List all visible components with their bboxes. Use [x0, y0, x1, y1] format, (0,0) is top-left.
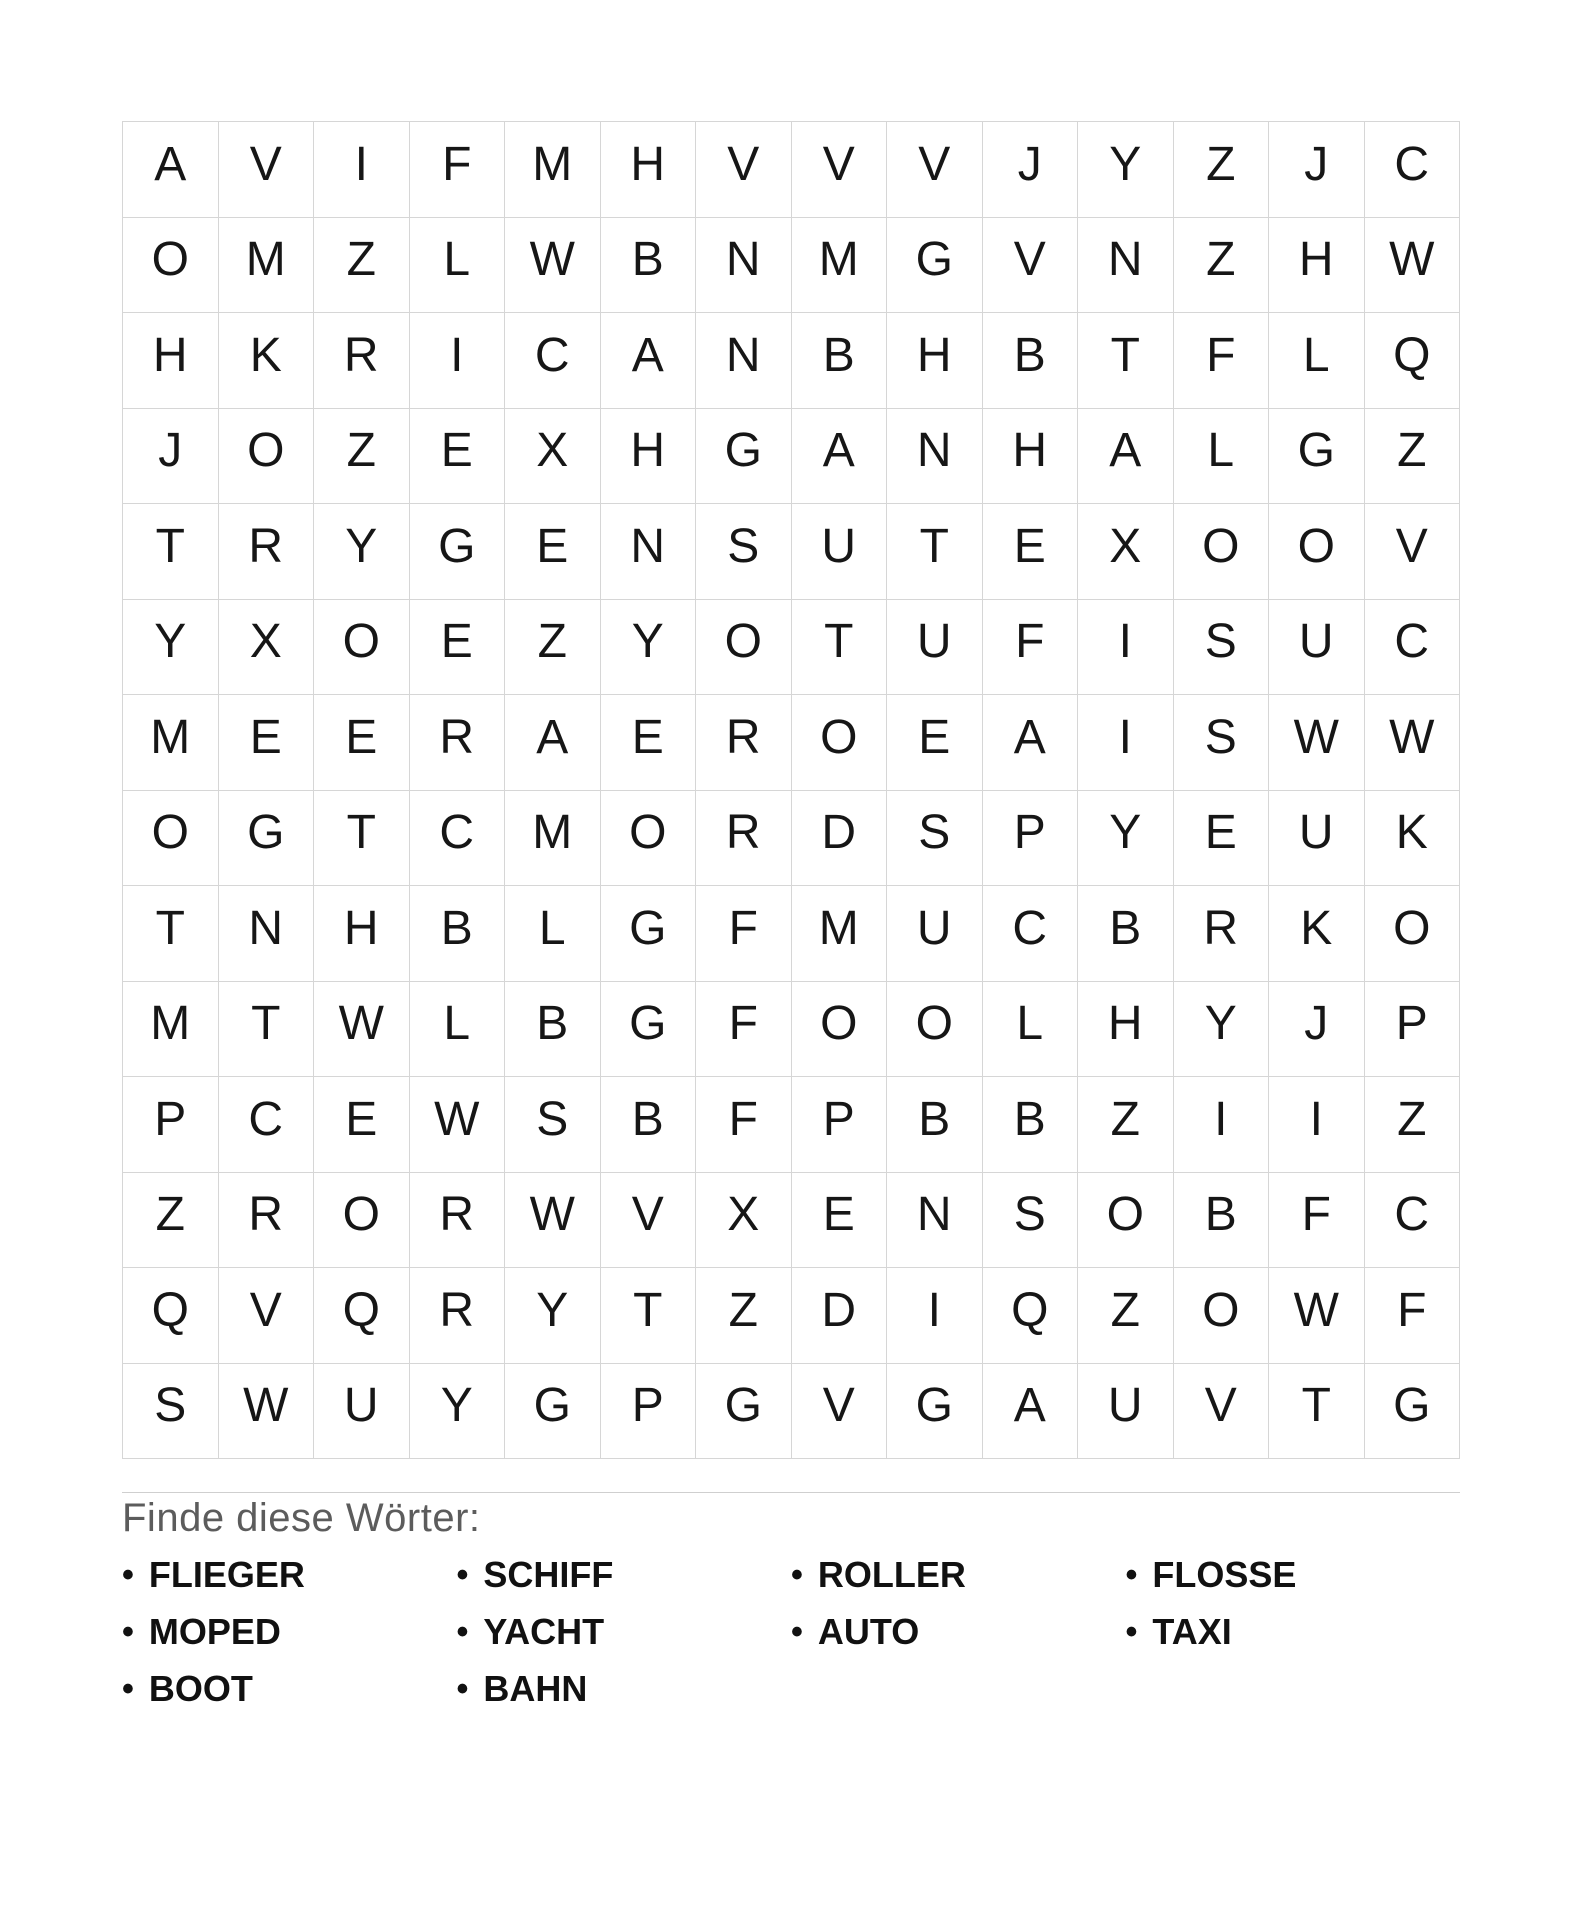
- word-label: BAHN: [483, 1667, 588, 1709]
- grid-cell[interactable]: U: [887, 600, 983, 696]
- grid-cell[interactable]: G: [601, 886, 697, 982]
- grid-cell[interactable]: Y: [601, 600, 697, 696]
- grid-cell[interactable]: I: [314, 122, 410, 218]
- grid-cell[interactable]: Q: [983, 1268, 1079, 1364]
- grid-cell[interactable]: G: [601, 982, 697, 1078]
- grid-cell[interactable]: H: [601, 122, 697, 218]
- grid-cell[interactable]: U: [1269, 791, 1365, 887]
- grid-cell[interactable]: T: [219, 982, 315, 1078]
- grid-cell[interactable]: B: [1174, 1173, 1270, 1269]
- grid-cell[interactable]: A: [601, 313, 697, 409]
- grid-cell[interactable]: Z: [1174, 218, 1270, 314]
- grid-cell[interactable]: E: [314, 1077, 410, 1173]
- grid-cell[interactable]: E: [983, 504, 1079, 600]
- word-label: FLOSSE: [1152, 1553, 1297, 1595]
- grid-cell[interactable]: V: [792, 1364, 888, 1460]
- grid-cell[interactable]: A: [983, 1364, 1079, 1460]
- grid-cell[interactable]: W: [1269, 695, 1365, 791]
- grid-cell[interactable]: J: [1269, 982, 1365, 1078]
- word-list-item: [122, 1546, 457, 1603]
- grid-cell[interactable]: E: [410, 409, 506, 505]
- grid-cell[interactable]: A: [983, 695, 1079, 791]
- word-label: FLIEGER: [148, 1553, 305, 1595]
- grid-cell[interactable]: C: [1365, 122, 1461, 218]
- grid-cell[interactable]: K: [1365, 791, 1461, 887]
- grid-cell[interactable]: L: [410, 218, 506, 314]
- bullet-icon: •: [791, 1612, 803, 1651]
- grid-cell[interactable]: T: [887, 504, 983, 600]
- grid-cell[interactable]: S: [887, 791, 983, 887]
- grid-cell[interactable]: Z: [1078, 1077, 1174, 1173]
- grid-cell[interactable]: H: [887, 313, 983, 409]
- grid-cell[interactable]: J: [1269, 122, 1365, 218]
- grid-cell[interactable]: R: [410, 1173, 506, 1269]
- grid-cell[interactable]: M: [792, 218, 888, 314]
- word-label: TAXI: [1152, 1610, 1232, 1652]
- grid-cell[interactable]: O: [792, 695, 888, 791]
- grid-cell[interactable]: T: [123, 886, 219, 982]
- grid-cell[interactable]: V: [1174, 1364, 1270, 1460]
- grid-cell[interactable]: U: [887, 886, 983, 982]
- grid-cell[interactable]: P: [792, 1077, 888, 1173]
- grid-cell[interactable]: S: [505, 1077, 601, 1173]
- grid-cell[interactable]: Q: [314, 1268, 410, 1364]
- grid-cell[interactable]: M: [792, 886, 888, 982]
- grid-cell[interactable]: E: [887, 695, 983, 791]
- grid-cell[interactable]: O: [123, 218, 219, 314]
- grid-cell[interactable]: L: [1269, 313, 1365, 409]
- grid-cell[interactable]: G: [505, 1364, 601, 1460]
- grid-cell[interactable]: Z: [1365, 409, 1461, 505]
- grid-cell[interactable]: I: [1078, 695, 1174, 791]
- word-label: BOOT: [148, 1667, 253, 1709]
- bullet-icon: •: [1125, 1555, 1138, 1594]
- grid-cell[interactable]: S: [696, 504, 792, 600]
- grid-cell[interactable]: E: [219, 695, 315, 791]
- grid-cell[interactable]: N: [601, 504, 697, 600]
- grid-cell[interactable]: B: [410, 886, 506, 982]
- grid-cell[interactable]: Y: [1078, 791, 1174, 887]
- grid-cell[interactable]: F: [696, 886, 792, 982]
- grid-cell[interactable]: C: [410, 791, 506, 887]
- grid-cell[interactable]: V: [792, 122, 888, 218]
- grid-cell[interactable]: V: [601, 1173, 697, 1269]
- grid-cell[interactable]: H: [601, 409, 697, 505]
- grid-cell[interactable]: H: [123, 313, 219, 409]
- grid-cell[interactable]: E: [1174, 791, 1270, 887]
- grid-cell[interactable]: T: [792, 600, 888, 696]
- grid-cell[interactable]: T: [123, 504, 219, 600]
- grid-cell[interactable]: U: [314, 1364, 410, 1460]
- grid-cell[interactable]: V: [696, 122, 792, 218]
- grid-cell[interactable]: N: [219, 886, 315, 982]
- grid-cell[interactable]: X: [696, 1173, 792, 1269]
- grid-cell[interactable]: S: [123, 1364, 219, 1460]
- grid-cell[interactable]: Y: [410, 1364, 506, 1460]
- bullet-icon: •: [456, 1669, 469, 1708]
- word-list-item: [122, 1660, 457, 1717]
- word-list-column: [791, 1546, 1126, 1660]
- grid-cell[interactable]: N: [696, 313, 792, 409]
- word-list-item: [457, 1603, 792, 1660]
- grid-cell[interactable]: F: [1174, 313, 1270, 409]
- grid-cell[interactable]: O: [1269, 504, 1365, 600]
- word-list-item: [457, 1546, 792, 1603]
- grid-cell[interactable]: Z: [123, 1173, 219, 1269]
- grid-cell[interactable]: D: [792, 791, 888, 887]
- grid-cell[interactable]: Y: [123, 600, 219, 696]
- grid-cell[interactable]: R: [696, 791, 792, 887]
- grid-cell[interactable]: C: [1365, 600, 1461, 696]
- grid-cell[interactable]: V: [1365, 504, 1461, 600]
- grid-cell[interactable]: H: [1078, 982, 1174, 1078]
- grid-cell[interactable]: R: [1174, 886, 1270, 982]
- grid-cell[interactable]: M: [123, 982, 219, 1078]
- grid-cell[interactable]: O: [1365, 886, 1461, 982]
- grid-cell[interactable]: V: [219, 122, 315, 218]
- grid-cell[interactable]: B: [983, 313, 1079, 409]
- grid-cell[interactable]: W: [410, 1077, 506, 1173]
- grid-cell[interactable]: Y: [1174, 982, 1270, 1078]
- grid-cell[interactable]: N: [887, 1173, 983, 1269]
- grid-cell[interactable]: V: [887, 122, 983, 218]
- grid-cell[interactable]: O: [314, 600, 410, 696]
- bullet-icon: •: [1125, 1612, 1138, 1651]
- bullet-icon: •: [456, 1612, 469, 1651]
- grid-cell[interactable]: O: [696, 600, 792, 696]
- grid-cell[interactable]: C: [219, 1077, 315, 1173]
- grid-cell[interactable]: W: [314, 982, 410, 1078]
- grid-cell[interactable]: G: [1269, 409, 1365, 505]
- grid-cell[interactable]: G: [696, 1364, 792, 1460]
- grid-cell[interactable]: O: [792, 982, 888, 1078]
- grid-cell[interactable]: I: [1174, 1077, 1270, 1173]
- word-label: ROLLER: [817, 1553, 966, 1595]
- grid-cell[interactable]: F: [1365, 1268, 1461, 1364]
- grid-cell[interactable]: U: [792, 504, 888, 600]
- grid-cell[interactable]: H: [314, 886, 410, 982]
- wordsearch-grid: [122, 121, 1460, 1459]
- bullet-icon: •: [456, 1555, 469, 1594]
- grid-cell[interactable]: A: [505, 695, 601, 791]
- grid-cell[interactable]: N: [1078, 218, 1174, 314]
- grid-cell[interactable]: M: [505, 791, 601, 887]
- word-list-item: [457, 1660, 792, 1717]
- word-list-item: [791, 1603, 1126, 1660]
- grid-cell[interactable]: B: [1078, 886, 1174, 982]
- grid-cell[interactable]: V: [219, 1268, 315, 1364]
- grid-cell[interactable]: B: [601, 218, 697, 314]
- grid-cell[interactable]: F: [983, 600, 1079, 696]
- grid-cell[interactable]: I: [1078, 600, 1174, 696]
- grid-cell[interactable]: X: [219, 600, 315, 696]
- grid-cell[interactable]: R: [219, 504, 315, 600]
- grid-cell[interactable]: F: [1269, 1173, 1365, 1269]
- grid-cell[interactable]: R: [410, 695, 506, 791]
- grid-cell[interactable]: Y: [1078, 122, 1174, 218]
- grid-cell[interactable]: T: [1269, 1364, 1365, 1460]
- bullet-icon: •: [791, 1555, 803, 1594]
- grid-cell[interactable]: O: [601, 791, 697, 887]
- grid-cell[interactable]: L: [505, 886, 601, 982]
- grid-cell[interactable]: A: [792, 409, 888, 505]
- grid-cell[interactable]: Y: [314, 504, 410, 600]
- grid-cell[interactable]: S: [1174, 600, 1270, 696]
- grid-cell[interactable]: M: [505, 122, 601, 218]
- grid-cell[interactable]: W: [505, 1173, 601, 1269]
- grid-cell[interactable]: A: [1078, 409, 1174, 505]
- grid-cell[interactable]: K: [1269, 886, 1365, 982]
- grid-cell[interactable]: N: [696, 218, 792, 314]
- grid-cell[interactable]: B: [601, 1077, 697, 1173]
- grid-cell[interactable]: H: [983, 409, 1079, 505]
- word-label: SCHIFF: [483, 1553, 614, 1595]
- word-list-column: [122, 1546, 457, 1717]
- grid-cell[interactable]: B: [983, 1077, 1079, 1173]
- grid-cell[interactable]: R: [696, 695, 792, 791]
- grid-cell[interactable]: L: [1174, 409, 1270, 505]
- grid-cell[interactable]: G: [410, 504, 506, 600]
- word-list-item: [1126, 1603, 1461, 1660]
- grid-cell[interactable]: S: [983, 1173, 1079, 1269]
- grid-cell[interactable]: N: [887, 409, 983, 505]
- word-list-column: [1126, 1546, 1461, 1660]
- grid-cell[interactable]: W: [1269, 1268, 1365, 1364]
- grid-cell[interactable]: R: [314, 313, 410, 409]
- grid-cell[interactable]: B: [505, 982, 601, 1078]
- word-list-column: [457, 1546, 792, 1717]
- grid-cell[interactable]: G: [887, 218, 983, 314]
- grid-cell[interactable]: E: [314, 695, 410, 791]
- word-list: [122, 1546, 1460, 1717]
- grid-cell[interactable]: M: [123, 695, 219, 791]
- grid-cell[interactable]: I: [1269, 1077, 1365, 1173]
- grid-cell[interactable]: W: [219, 1364, 315, 1460]
- word-label: YACHT: [483, 1610, 605, 1652]
- grid-cell[interactable]: G: [887, 1364, 983, 1460]
- bullet-icon: •: [122, 1555, 134, 1594]
- grid-cell[interactable]: Q: [1365, 313, 1461, 409]
- grid-cell[interactable]: A: [123, 122, 219, 218]
- grid-cell[interactable]: L: [410, 982, 506, 1078]
- word-list-item: [1126, 1546, 1461, 1603]
- grid-cell[interactable]: Z: [314, 409, 410, 505]
- divider: [122, 1492, 1460, 1493]
- grid-cell[interactable]: G: [219, 791, 315, 887]
- grid-cell[interactable]: H: [1269, 218, 1365, 314]
- grid-cell[interactable]: I: [887, 1268, 983, 1364]
- grid-cell[interactable]: K: [219, 313, 315, 409]
- grid-cell[interactable]: P: [1365, 982, 1461, 1078]
- grid-cell[interactable]: F: [696, 982, 792, 1078]
- grid-cell[interactable]: O: [1174, 504, 1270, 600]
- grid-cell[interactable]: F: [410, 122, 506, 218]
- bullet-icon: •: [122, 1612, 134, 1651]
- grid-cell[interactable]: P: [601, 1364, 697, 1460]
- grid-cell[interactable]: U: [1078, 1364, 1174, 1460]
- grid-cell[interactable]: O: [314, 1173, 410, 1269]
- grid-cell[interactable]: O: [1078, 1173, 1174, 1269]
- grid-cell[interactable]: R: [219, 1173, 315, 1269]
- word-list-item: [122, 1603, 457, 1660]
- grid-cell[interactable]: G: [696, 409, 792, 505]
- grid-cell[interactable]: E: [410, 600, 506, 696]
- grid-cell[interactable]: T: [601, 1268, 697, 1364]
- grid-cell[interactable]: O: [1174, 1268, 1270, 1364]
- grid-cell[interactable]: C: [1365, 1173, 1461, 1269]
- grid-cell[interactable]: Z: [314, 218, 410, 314]
- grid-cell[interactable]: O: [123, 791, 219, 887]
- word-label: AUTO: [817, 1610, 920, 1652]
- grid-cell[interactable]: O: [219, 409, 315, 505]
- grid-cell[interactable]: D: [792, 1268, 888, 1364]
- grid-cell[interactable]: R: [410, 1268, 506, 1364]
- grid-cell[interactable]: F: [696, 1077, 792, 1173]
- grid-cell[interactable]: W: [1365, 695, 1461, 791]
- grid-cell[interactable]: U: [1269, 600, 1365, 696]
- grid-cell[interactable]: Z: [1174, 122, 1270, 218]
- grid-cell[interactable]: Y: [505, 1268, 601, 1364]
- grid-cell[interactable]: P: [983, 791, 1079, 887]
- grid-cell[interactable]: E: [505, 504, 601, 600]
- grid-cell[interactable]: T: [1078, 313, 1174, 409]
- grid-cell[interactable]: L: [983, 982, 1079, 1078]
- grid-cell[interactable]: E: [792, 1173, 888, 1269]
- grid-cell[interactable]: W: [505, 218, 601, 314]
- grid-cell[interactable]: T: [314, 791, 410, 887]
- grid-cell[interactable]: J: [123, 409, 219, 505]
- grid-cell[interactable]: Z: [696, 1268, 792, 1364]
- grid-cell[interactable]: B: [887, 1077, 983, 1173]
- grid-cell[interactable]: I: [410, 313, 506, 409]
- word-list-item: [791, 1546, 1126, 1603]
- grid-cell[interactable]: S: [1174, 695, 1270, 791]
- grid-cell[interactable]: C: [983, 886, 1079, 982]
- grid-cell[interactable]: Z: [1365, 1077, 1461, 1173]
- grid-cell[interactable]: J: [983, 122, 1079, 218]
- grid-cell[interactable]: W: [1365, 218, 1461, 314]
- grid-cell[interactable]: P: [123, 1077, 219, 1173]
- grid-cell[interactable]: C: [505, 313, 601, 409]
- grid-cell[interactable]: V: [983, 218, 1079, 314]
- word-list-heading: Finde diese Wörter:: [122, 1496, 481, 1540]
- grid-cell[interactable]: M: [219, 218, 315, 314]
- grid-cell[interactable]: B: [792, 313, 888, 409]
- grid-cell[interactable]: G: [1365, 1364, 1461, 1460]
- grid-cell[interactable]: Q: [123, 1268, 219, 1364]
- grid-cell[interactable]: X: [1078, 504, 1174, 600]
- word-label: MOPED: [148, 1610, 281, 1652]
- grid-cell[interactable]: E: [601, 695, 697, 791]
- grid-cell[interactable]: O: [887, 982, 983, 1078]
- bullet-icon: •: [122, 1669, 134, 1708]
- grid-cell[interactable]: Z: [505, 600, 601, 696]
- grid-cell[interactable]: X: [505, 409, 601, 505]
- grid-cell[interactable]: Z: [1078, 1268, 1174, 1364]
